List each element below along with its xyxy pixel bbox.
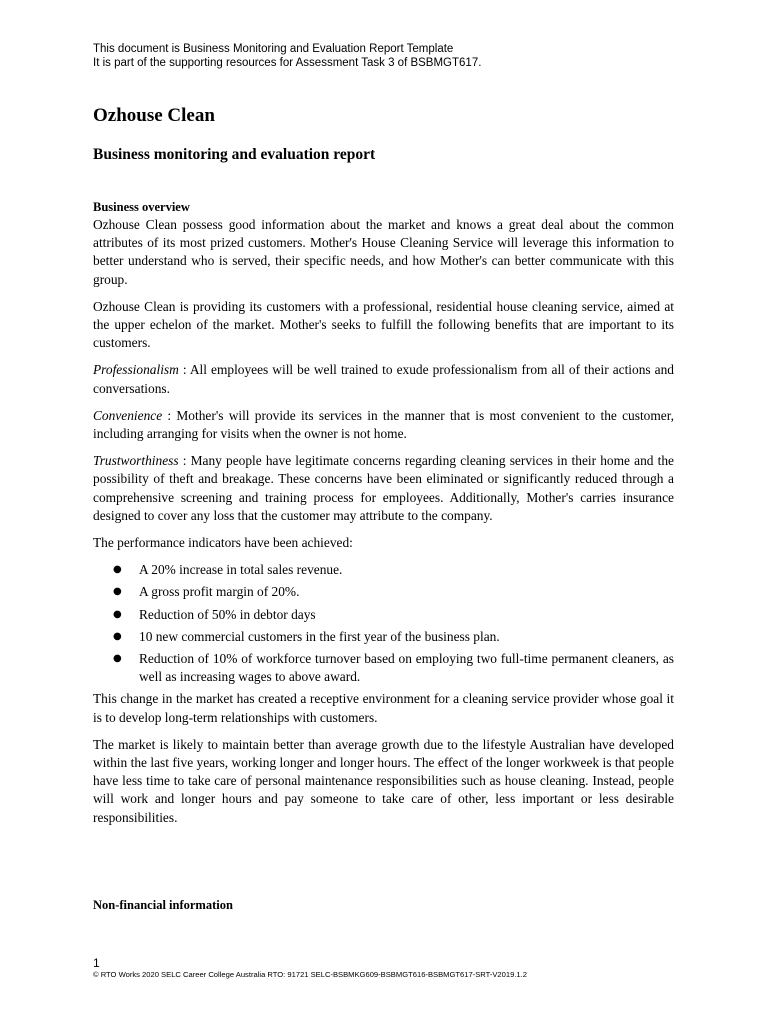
convenience-paragraph	[93, 407, 674, 443]
professionalism-paragraph	[93, 361, 674, 397]
trustworthiness-paragraph	[93, 452, 674, 525]
footer-copyright: © RTO Works 2020 SELC Career College Australia RTO: 91721 SELC-BSBMKG609-BSBMGT616-BSBMGT617-SRT-V2019.1.2	[93, 970, 527, 979]
trustworthiness-label: Trustworthiness	[93, 453, 179, 469]
list-item: ● 10 new commercial customers in the first year of the business plan.	[93, 628, 674, 646]
header-line-1: This document is Business Monitoring and Evaluation Report Template	[93, 43, 454, 55]
indicators-intro: The performance indicators have been achieved:	[93, 535, 353, 551]
header-line-2: It is part of the supporting resources for Assessment Task 3 of BSBMGT617.	[93, 57, 482, 69]
performance-indicator-list	[93, 561, 674, 686]
non-financial-heading: Non-financial information	[93, 898, 233, 912]
bullet-icon: ●	[113, 608, 122, 620]
document-header	[93, 42, 693, 70]
business-overview-section	[93, 198, 674, 836]
list-item: ● A gross profit margin of 20%.	[93, 583, 674, 601]
list-item: ● A 20% increase in total sales revenue.	[93, 561, 674, 579]
bullet-icon: ●	[113, 630, 122, 642]
overview-paragraph-4: The market is likely to maintain better than average growth due to the lifestyle Australian have developed within the last five years, working longer and longer hours. The effect of the longer workweek is that people have less time to take care of personal maintenance responsibilities such as house cleaning. Instead, people will work and longer hours and pay someone to take care of other, less important or less desirable responsibilities.	[93, 736, 674, 825]
document-title: Ozhouse Clean	[93, 105, 215, 126]
professionalism-text: : All employees will be well trained to exude professionalism from all of their actions and conversations.	[93, 362, 674, 396]
professionalism-label: Professionalism	[93, 362, 179, 378]
bullet-icon: ●	[113, 586, 122, 598]
page-number: 1	[93, 956, 100, 970]
overview-paragraph-1: Ozhouse Clean possess good information about the market and knows a great deal about the common attributes of its most prized customers. Mother's House Cleaning Service will leverage this information to better understand who is served, their specific needs, and how Mother's can better communicate with this group.	[93, 217, 674, 287]
list-item: ● Reduction of 10% of workforce turnover based on employing two full-time permanent cleaners, as well as increasing wages to above award.	[113, 651, 674, 685]
bullet-icon: ●	[113, 653, 122, 665]
document-subtitle: Business monitoring and evaluation report	[93, 146, 376, 163]
convenience-text: : Mother's will provide its services in the manner that is most convenient to the customer, including arranging for visits when the owner is not home.	[93, 407, 674, 442]
convenience-label: Convenience	[93, 407, 163, 423]
business-overview-heading: Business overview	[93, 200, 190, 214]
bullet-icon: ●	[113, 564, 122, 576]
overview-paragraph-3: This change in the market has created a receptive environment for a cleaning service provider whose goal it is to develop long-term relationships with customers.	[93, 691, 674, 725]
trustworthiness-text: : Many people have legitimate concerns regarding cleaning services in their home and the possibility of theft and breakage. These concerns have been eliminated or significantly reduced through a comprehensive screening and training process for employees. Additionally, Mother's carries insurance designed to cover any loss that the customer may attribute to the company.	[93, 453, 674, 523]
overview-paragraph-2: Ozhouse Clean is providing its customers with a professional, residential house cleaning service, aimed at the upper echelon of the market. Mother's seeks to fulfill the following benefits that are important to its customers.	[93, 298, 674, 351]
list-item: ● Reduction of 50% in debtor days	[93, 606, 674, 624]
